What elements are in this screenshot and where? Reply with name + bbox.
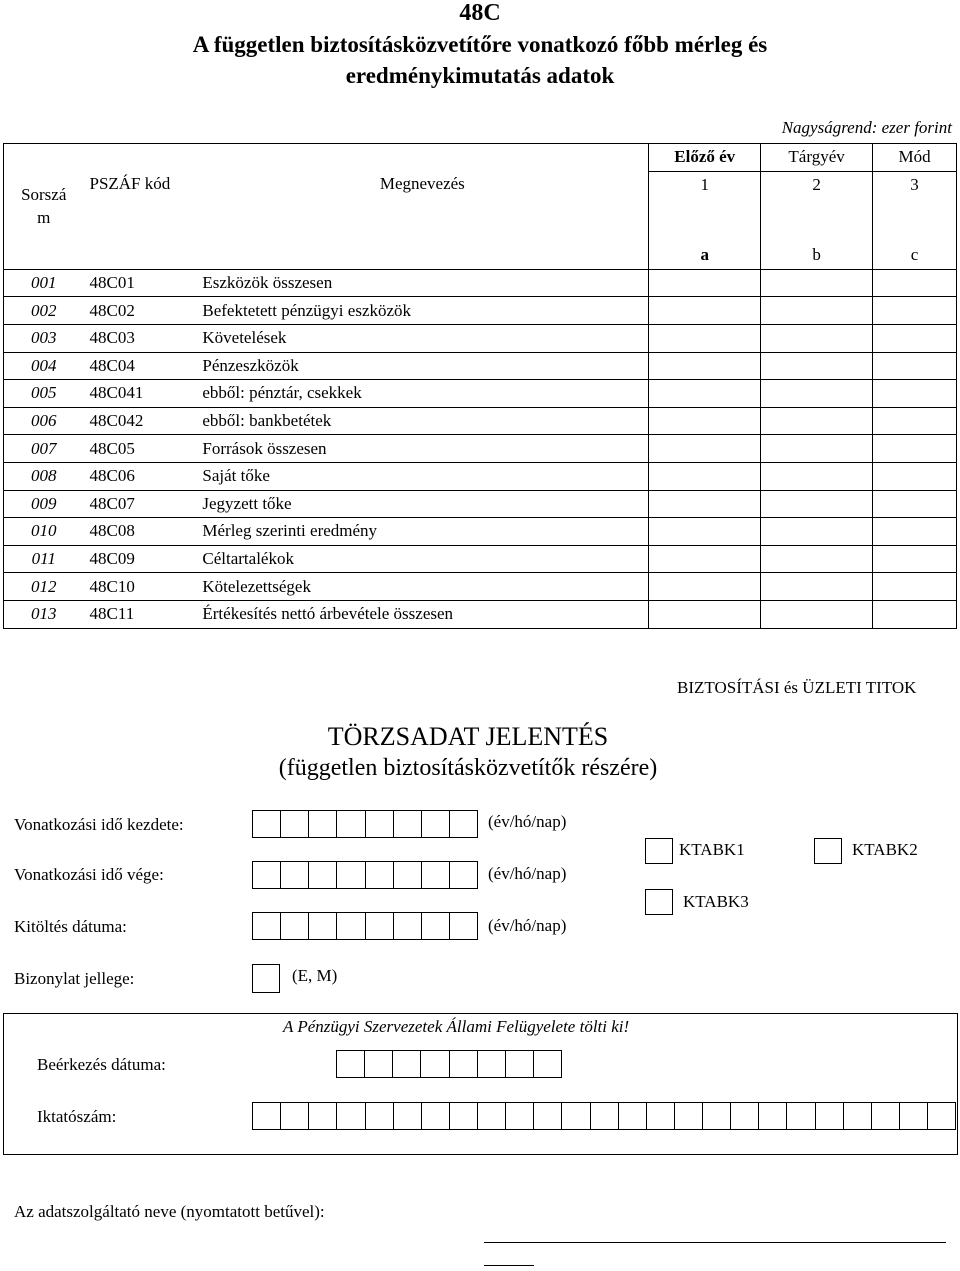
header-col1: 1 xyxy=(649,171,761,198)
value-a-cell[interactable] xyxy=(649,407,761,435)
value-a-cell[interactable] xyxy=(649,324,761,352)
value-b-cell[interactable] xyxy=(761,545,873,573)
header-col2: 2 xyxy=(761,171,873,198)
unit-note: Nagyságrend: ezer forint xyxy=(781,118,952,137)
doc-type-hint: (E, M) xyxy=(292,966,338,985)
header-mod: Mód xyxy=(873,144,957,172)
row-name: ebből: bankbetétek xyxy=(196,407,648,435)
row-name: Céltartalékok xyxy=(196,545,648,573)
value-c-cell[interactable] xyxy=(873,435,957,463)
value-b-cell[interactable] xyxy=(761,407,873,435)
form-title-line1: A független biztosításközvetítőre vonatkozó főbb mérleg és xyxy=(192,32,768,57)
header-sorszam: Sorszá m xyxy=(4,144,84,270)
value-c-cell[interactable] xyxy=(873,600,957,628)
row-code: 48C041 xyxy=(83,380,196,408)
doc-type-box[interactable] xyxy=(252,964,280,993)
value-b-cell[interactable] xyxy=(761,435,873,463)
value-c-cell[interactable] xyxy=(873,352,957,380)
value-b-cell[interactable] xyxy=(761,269,873,297)
ktabk2-label: KTABK2 xyxy=(852,840,918,859)
row-name: Befektetett pénzügyi eszközök xyxy=(196,297,648,325)
ktabk3-checkbox[interactable] xyxy=(645,889,673,915)
row-code: 48C09 xyxy=(83,545,196,573)
row-number: 012 xyxy=(4,573,84,601)
row-name: Saját tőke xyxy=(196,462,648,490)
row-name: Kötelezettségek xyxy=(196,573,648,601)
fill-date-boxes[interactable] xyxy=(252,912,478,940)
value-a-cell[interactable] xyxy=(649,545,761,573)
fill-date-label: Kitöltés dátuma: xyxy=(14,917,127,936)
end-date-hint: (év/hó/nap) xyxy=(488,864,567,883)
row-number: 009 xyxy=(4,490,84,518)
doc-type-label: Bizonylat jellege: xyxy=(14,969,135,988)
value-a-cell[interactable] xyxy=(649,490,761,518)
ktabk1-checkbox[interactable] xyxy=(645,838,673,864)
value-a-cell[interactable] xyxy=(649,573,761,601)
value-b-cell[interactable] xyxy=(761,518,873,546)
value-c-cell[interactable] xyxy=(873,380,957,408)
row-number: 008 xyxy=(4,462,84,490)
row-code: 48C05 xyxy=(83,435,196,463)
header-elozo-ev: Előző év xyxy=(649,144,761,172)
ktabk1-label: KTABK1 xyxy=(679,840,745,859)
value-b-cell[interactable] xyxy=(761,573,873,601)
row-code: 48C06 xyxy=(83,462,196,490)
row-code: 48C03 xyxy=(83,324,196,352)
value-c-cell[interactable] xyxy=(873,269,957,297)
value-c-cell[interactable] xyxy=(873,490,957,518)
row-number: 006 xyxy=(4,407,84,435)
row-number: 011 xyxy=(4,545,84,573)
row-name: Értékesítés nettó árbevétele összesen xyxy=(196,600,648,628)
table-row xyxy=(4,490,957,518)
value-c-cell[interactable] xyxy=(873,324,957,352)
row-number: 007 xyxy=(4,435,84,463)
row-name: Jegyzett tőke xyxy=(196,490,648,518)
value-b-cell[interactable] xyxy=(761,600,873,628)
header-col3: 3 xyxy=(873,171,957,198)
balance-table xyxy=(3,143,957,629)
row-name: Követelések xyxy=(196,324,648,352)
row-number: 002 xyxy=(4,297,84,325)
table-row xyxy=(4,435,957,463)
row-number: 003 xyxy=(4,324,84,352)
start-date-boxes[interactable] xyxy=(252,810,478,838)
row-number: 001 xyxy=(4,269,84,297)
header-c: c xyxy=(873,242,957,269)
ktabk2-checkbox[interactable] xyxy=(814,838,842,864)
row-number: 010 xyxy=(4,518,84,546)
provider-name-line[interactable] xyxy=(484,1242,946,1243)
row-name: Források összesen xyxy=(196,435,648,463)
row-code: 48C10 xyxy=(83,573,196,601)
table-row xyxy=(4,600,957,628)
value-c-cell[interactable] xyxy=(873,297,957,325)
provider-name-label: Az adatszolgáltató neve (nyomtatott betűvel): xyxy=(14,1202,325,1221)
form-title-line2: eredménykimutatás adatok xyxy=(345,63,615,88)
row-name: Pénzeszközök xyxy=(196,352,648,380)
value-c-cell[interactable] xyxy=(873,573,957,601)
header-a: a xyxy=(649,242,761,269)
value-c-cell[interactable] xyxy=(873,518,957,546)
form-code: 48C xyxy=(459,0,501,26)
file-number-boxes[interactable] xyxy=(252,1102,956,1130)
table-row xyxy=(4,462,957,490)
header-targyev: Tárgyév xyxy=(761,144,873,172)
header-b: b xyxy=(761,242,873,269)
table-row xyxy=(4,380,957,408)
row-code: 48C11 xyxy=(83,600,196,628)
value-c-cell[interactable] xyxy=(873,545,957,573)
value-a-cell[interactable] xyxy=(649,352,761,380)
start-date-label: Vonatkozási idő kezdete: xyxy=(14,815,184,834)
authority-note: A Pénzügyi Szervezetek Állami Felügyelete tölti ki! xyxy=(283,1017,630,1036)
row-number: 004 xyxy=(4,352,84,380)
table-row xyxy=(4,269,957,297)
report-subtitle: (független biztosításközvetítők részére) xyxy=(278,755,658,781)
end-date-label: Vonatkozási idő vége: xyxy=(14,865,164,884)
row-code: 48C01 xyxy=(83,269,196,297)
end-date-boxes[interactable] xyxy=(252,861,478,889)
value-b-cell[interactable] xyxy=(761,462,873,490)
report-title: TÖRZSADAT JELENTÉS xyxy=(327,722,609,751)
row-name: ebből: pénztár, csekkek xyxy=(196,380,648,408)
row-code: 48C04 xyxy=(83,352,196,380)
table-row xyxy=(4,407,957,435)
value-b-cell[interactable] xyxy=(761,324,873,352)
arrival-date-boxes[interactable] xyxy=(336,1050,562,1078)
value-b-cell[interactable] xyxy=(761,490,873,518)
table-row xyxy=(4,297,957,325)
provider-name-line-2[interactable] xyxy=(484,1265,534,1266)
row-code: 48C08 xyxy=(83,518,196,546)
row-name: Mérleg szerinti eredmény xyxy=(196,518,648,546)
table-row xyxy=(4,324,957,352)
table-row xyxy=(4,545,957,573)
header-megnevezes: Megnevezés xyxy=(196,144,648,270)
table-row xyxy=(4,573,957,601)
value-c-cell[interactable] xyxy=(873,462,957,490)
arrival-date-label: Beérkezés dátuma: xyxy=(37,1055,166,1074)
row-code: 48C02 xyxy=(83,297,196,325)
value-a-cell[interactable] xyxy=(649,518,761,546)
value-b-cell[interactable] xyxy=(761,297,873,325)
row-number: 013 xyxy=(4,600,84,628)
value-a-cell[interactable] xyxy=(649,435,761,463)
row-code: 48C042 xyxy=(83,407,196,435)
value-b-cell[interactable] xyxy=(761,380,873,408)
table-row xyxy=(4,518,957,546)
row-code: 48C07 xyxy=(83,490,196,518)
file-number-label: Iktatószám: xyxy=(37,1107,117,1126)
value-a-cell[interactable] xyxy=(649,297,761,325)
fill-date-hint: (év/hó/nap) xyxy=(488,916,567,935)
row-name: Eszközök összesen xyxy=(196,269,648,297)
row-number: 005 xyxy=(4,380,84,408)
value-a-cell[interactable] xyxy=(649,380,761,408)
value-c-cell[interactable] xyxy=(873,407,957,435)
value-a-cell[interactable] xyxy=(649,269,761,297)
value-a-cell[interactable] xyxy=(649,600,761,628)
start-date-hint: (év/hó/nap) xyxy=(488,812,567,831)
secret-note: BIZTOSÍTÁSI és ÜZLETI TITOK xyxy=(677,678,917,697)
ktabk3-label: KTABK3 xyxy=(683,892,749,911)
value-a-cell[interactable] xyxy=(649,462,761,490)
value-b-cell[interactable] xyxy=(761,352,873,380)
header-pszaf-kod: PSZÁF kód xyxy=(83,144,196,270)
table-row xyxy=(4,352,957,380)
